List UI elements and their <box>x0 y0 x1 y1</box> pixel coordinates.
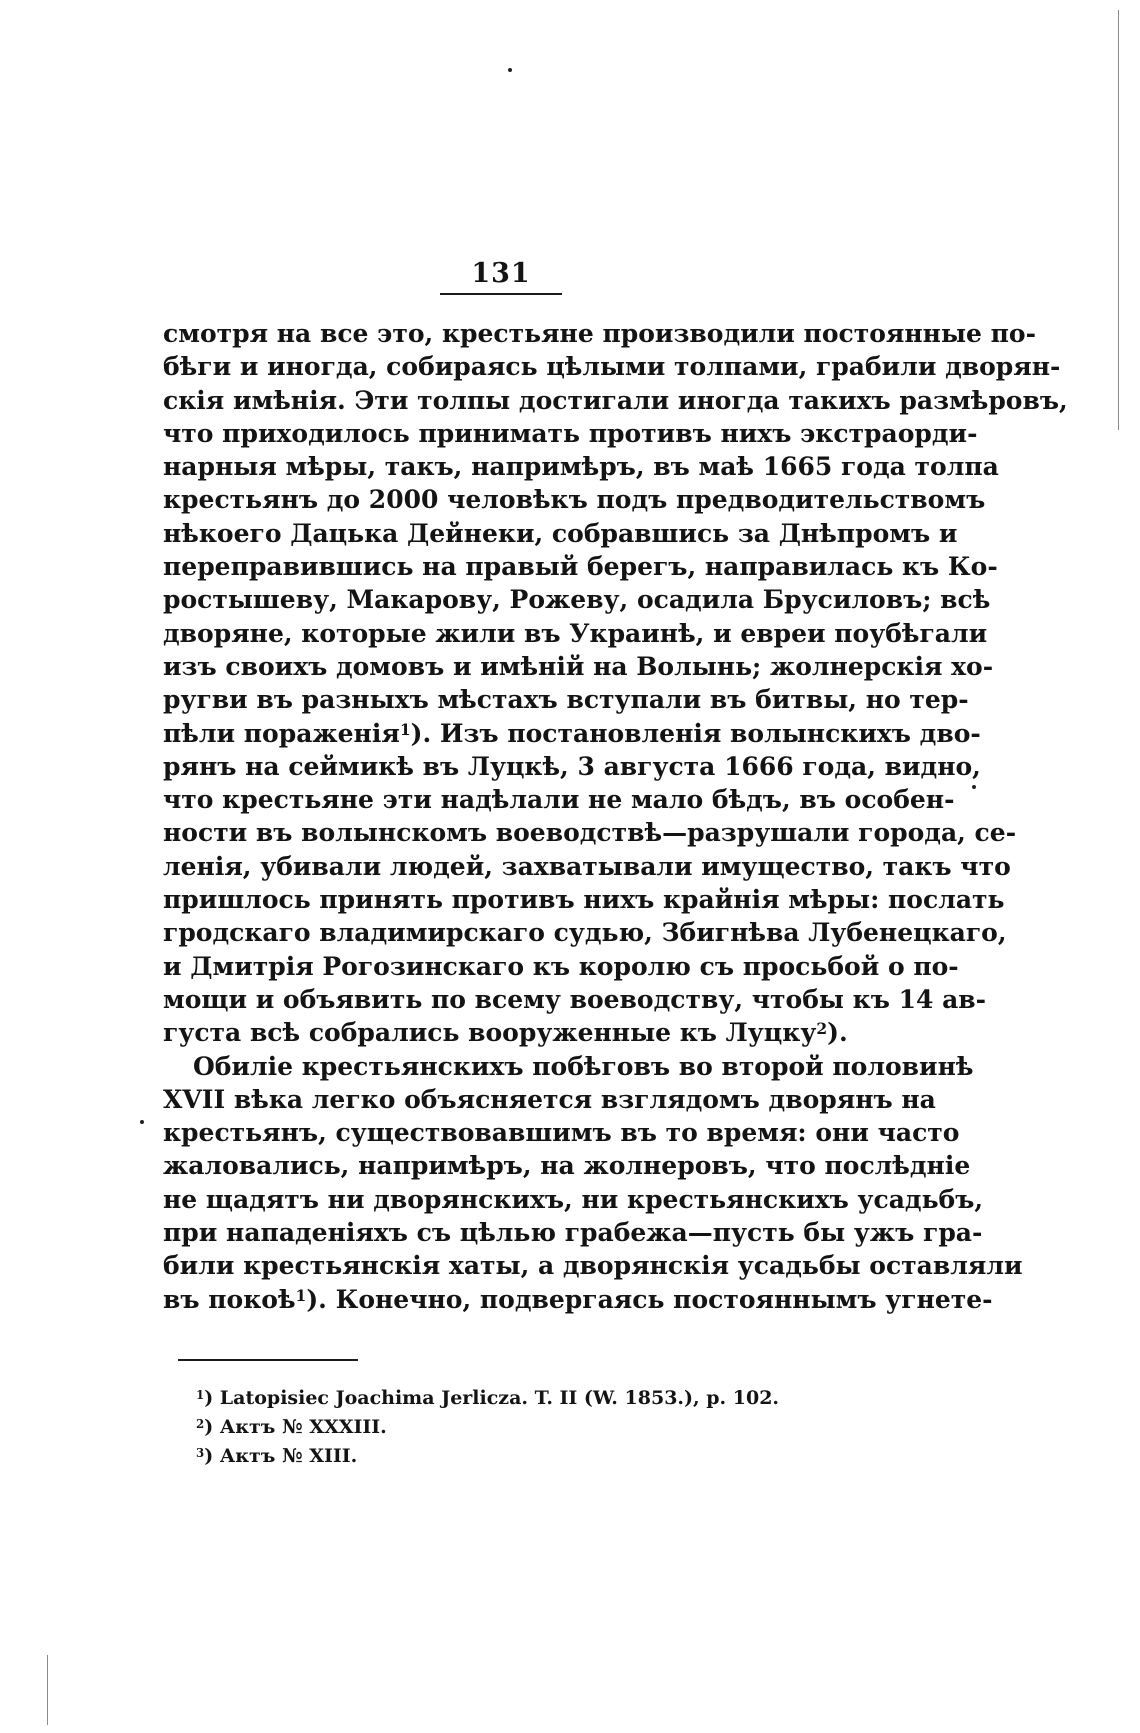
left-margin-scan-line <box>47 1655 48 1725</box>
footnote <box>196 1384 796 1413</box>
text-line: нарныя мѣры, такъ, напримѣръ, въ маѣ 1665 года толпа <box>163 452 999 482</box>
footnote <box>196 1442 796 1471</box>
footnote-marker: 2 <box>196 1416 205 1431</box>
text-line: Обиліе крестьянскихъ побѣговъ во второй половинѣ <box>193 1051 974 1081</box>
text-line: крестьянъ, существовавшимъ въ то время: они часто <box>163 1118 960 1148</box>
footnote-text: ) Актъ № XIII. <box>204 1445 358 1467</box>
text-line-part: пѣли пораженія <box>163 718 400 748</box>
text-line: мощи и объявить по всему воеводству, чтобы къ 14 ав- <box>163 984 987 1014</box>
scan-speck <box>972 785 976 789</box>
text-line: переправившись на правый берегъ, направилась къ Ко- <box>163 552 998 582</box>
text-line: рянъ на сеймикѣ въ Луцкѣ, 3 августа 1666 года, видно, <box>163 751 981 781</box>
text-line-part: густа всѣ собрались вооруженные къ Луцку <box>163 1018 817 1048</box>
body-text <box>163 317 1068 1316</box>
page-number: 131 <box>471 258 531 289</box>
text-line <box>163 1283 993 1316</box>
text-line: XVII вѣка легко объясняется взглядомъ дворянъ на <box>163 1084 936 1114</box>
right-margin-scan-line <box>1118 10 1119 430</box>
text-line: что крестьяне эти надѣлали не мало бѣдъ, въ особен- <box>163 785 955 815</box>
scan-speck <box>140 1120 144 1124</box>
text-line: крестьянъ до 2000 человѣкъ подъ предводительствомъ <box>163 485 986 515</box>
text-line: смотря на все это, крестьяне производили постоянные по- <box>163 319 1036 348</box>
text-line: ности въ волынскомъ воеводствѣ—разрушали города, се- <box>163 818 1017 848</box>
text-line: ростышеву, Макарову, Рожеву, осадила Брусиловъ; всѣ <box>163 585 991 615</box>
footnote-marker: 1 <box>196 1387 205 1402</box>
footnote-marker: 3 <box>196 1445 205 1460</box>
text-line: пришлось принять противъ нихъ крайнія мѣры: послать <box>163 885 1005 915</box>
footnote-text: ) Актъ № XXXIII. <box>204 1416 387 1438</box>
footnote-separator <box>178 1359 358 1361</box>
text-line <box>163 1016 848 1049</box>
page-number-rule <box>440 293 562 295</box>
text-line: гродскаго владимирскаго судью, Збигнѣва Лубенецкаго, <box>163 918 1007 948</box>
text-line: ругви въ разныхъ мѣстахъ вступали въ битвы, но тер- <box>163 685 969 715</box>
footnote-ref: 1 <box>399 719 411 739</box>
text-line: не щадятъ ни дворянскихъ, ни крестьянскихъ усадьбъ, <box>163 1184 984 1214</box>
text-line: скія имѣнія. Эти толпы достигали иногда такихъ размѣровъ, <box>163 385 1068 415</box>
text-line: что приходилось принимать противъ нихъ экстраорди- <box>163 418 978 448</box>
text-line <box>163 717 981 750</box>
text-line: ленія, убивали людей, захватывали имущество, такъ что <box>163 851 1011 881</box>
footnote <box>196 1413 796 1442</box>
text-line: изъ своихъ домовъ и имѣній на Волынь; жолнерскія хо- <box>163 651 994 681</box>
footnotes <box>196 1384 796 1471</box>
scan-speck <box>508 68 512 72</box>
text-line: жаловались, напримѣръ, на жолнеровъ, что послѣдніе <box>163 1151 971 1181</box>
text-line: при нападеніяхъ съ цѣлью грабежа—пусть бы ужъ гра- <box>163 1218 983 1248</box>
text-line: бѣги и иногда, собираясь цѣлыми толпами, грабили дворян- <box>163 352 1061 382</box>
footnote-ref: 2 <box>816 1019 828 1039</box>
text-line: дворяне, которые жили въ Украинѣ, и евреи поубѣгали <box>163 618 988 648</box>
footnote-text: ) Latopisiec Joachima Jerlicza. T. II (W. 1853.), p. 102. <box>204 1387 780 1409</box>
text-line: нѣкоего Дацька Дейнеки, собравшись за Днѣпромъ и <box>163 518 958 548</box>
text-line: били крестьянскія хаты, а дворянскія усадьбы оставляли <box>163 1251 1023 1281</box>
text-line-part: ). <box>827 1018 848 1048</box>
footnote-ref: 1 <box>295 1285 307 1305</box>
text-line-part: ). Изъ постановленія волынскихъ дво- <box>410 718 981 748</box>
text-line-part: въ покоѣ <box>163 1284 296 1314</box>
text-line-part: ). Конечно, подвергаясь постояннымъ угнете- <box>306 1284 993 1314</box>
text-line: и Дмитрія Рогозинскаго къ королю съ просьбой о по- <box>163 951 959 981</box>
